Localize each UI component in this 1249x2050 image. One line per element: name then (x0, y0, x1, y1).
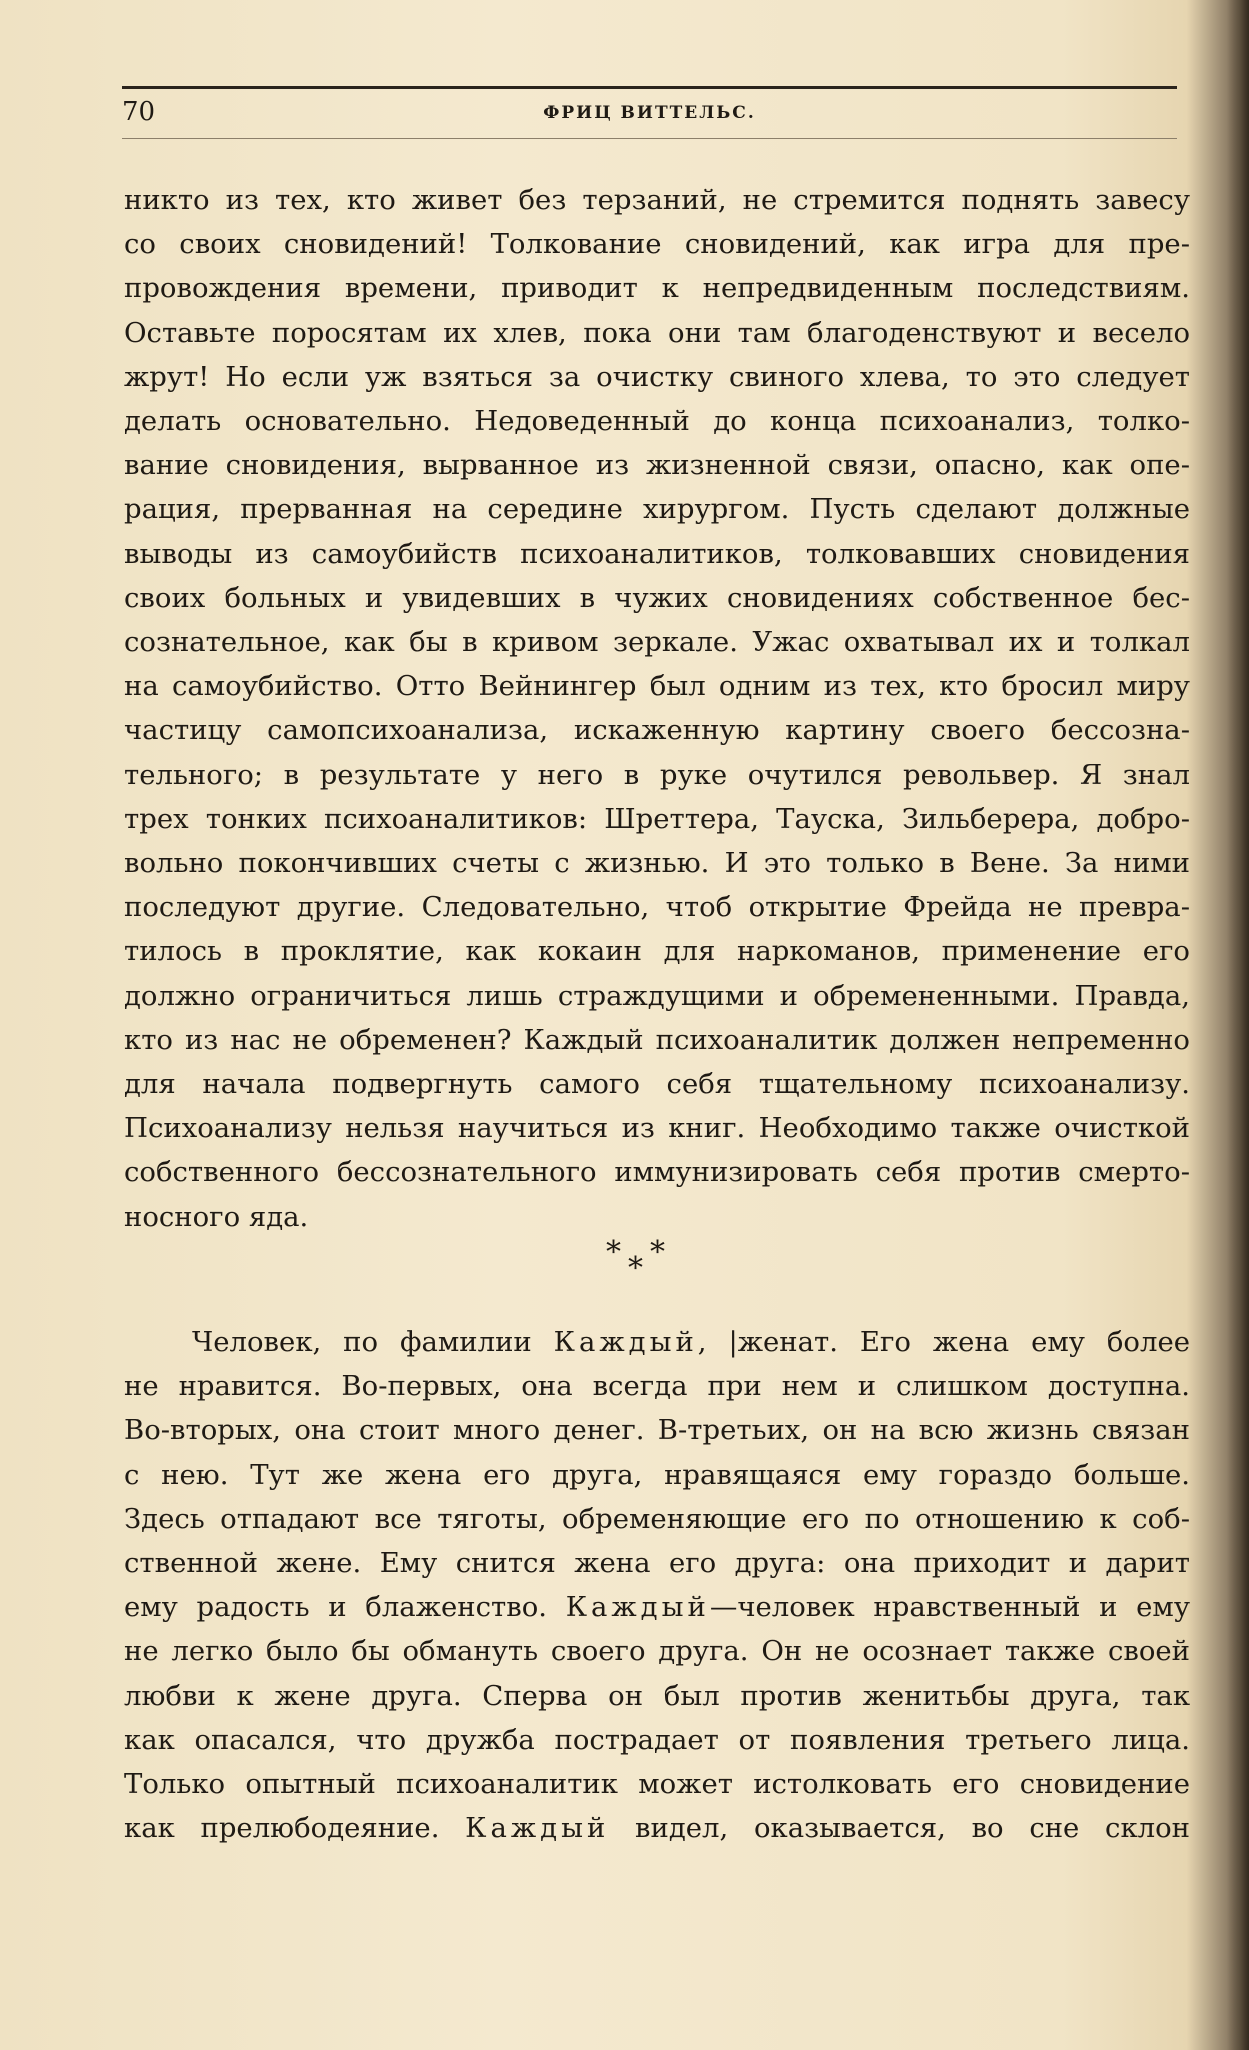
text-line: сознательное, как бы в кривом зеркале. Ужас охватывал их и толкал (124, 626, 1190, 659)
text-run: видел, оказывается, во сне склон (609, 1812, 1190, 1845)
text-line: Здесь отпадают все тяготы, обременяющие его по отношению к соб- (124, 1502, 1190, 1535)
spaced-name: Каждый (553, 1326, 698, 1358)
text-line: носного яда. (124, 1200, 309, 1233)
asterisk: * (650, 1235, 665, 1270)
text-line: вание сновидения, вырванное из жизненной связи, опасно, как опе- (124, 449, 1190, 482)
asterisk: * (606, 1235, 621, 1270)
text-line: на самоубийство. Отто Вейнингер был одним из тех, кто бросил миру (124, 670, 1190, 703)
text-line: частицу самопсихоанализа, искаженную картину своего бессозна- (124, 714, 1190, 747)
text-line: для начала подвергнуть самого себя тщательному психоанализу. (124, 1068, 1190, 1101)
text-line: рация, прерванная на середине хирургом. Пусть сделают должные (124, 493, 1190, 526)
text-line: любви к жене друга. Сперва он был против женитьбы друга, так (124, 1679, 1190, 1712)
text-line: со своих сновидений! Толкование сновидений, как игра для пре- (124, 228, 1190, 261)
text-line: делать основательно. Недоведенный до конца психоанализ, толко- (124, 405, 1190, 438)
text-line: тилось в проклятие, как кокаин для наркоманов, применение его (124, 935, 1190, 968)
page-number: 70 (122, 97, 156, 127)
text-line: своих больных и увидевших в чужих сновидениях собственное бес- (124, 581, 1190, 614)
header-rule-top (122, 86, 1177, 89)
paragraph-1 (124, 178, 1190, 1239)
text-line: с нею. Тут же жена его друга, нравящаяся ему гораздо больше. (124, 1458, 1190, 1491)
text-line: тельного; в результате у него в руке очутился револьвер. Я знал (124, 758, 1190, 791)
text-line: кто из нас не обременен? Каждый психоаналитик должен непременно (124, 1023, 1190, 1056)
text-line (124, 1585, 1190, 1629)
text-line: собственного бессознательного иммунизировать себя против смерто- (124, 1156, 1190, 1189)
text-run: ему радость и блаженство. (124, 1591, 566, 1624)
section-break-asterism (600, 1235, 680, 1298)
text-line: выводы из самоубийств психоаналитиков, толковавших сновидения (124, 537, 1190, 570)
text-run: , |женат. Его жена ему более (697, 1326, 1190, 1358)
text-line: Только опытный психоаналитик может истолковать его сновидение (124, 1768, 1190, 1801)
text-line: ственной жене. Ему снится жена его друга: она приходит и дарит (124, 1547, 1190, 1580)
text-line: как опасался, что дружба пострадает от появления третьего лица. (124, 1723, 1190, 1756)
running-head: ФРИЦ ВИТТЕЛЬС. (543, 103, 756, 123)
page-edge-shadow (1227, 0, 1249, 2050)
text-line: вольно покончивших счеты с жизнью. И это только в Вене. За ними (124, 847, 1190, 880)
text-line: Во-вторых, она стоит много денег. В-третьих, он на всю жизнь связан (124, 1414, 1190, 1447)
text-line: жрут! Но если уж взяться за очистку свиного хлева, то это следует (124, 360, 1190, 393)
text-line: не легко было бы обмануть своего друга. Он не осознает также своей (124, 1635, 1190, 1668)
text-line: трех тонких психоаналитиков: Шреттера, Тауска, Зильберера, добро- (124, 802, 1190, 835)
paragraph-2 (124, 1320, 1190, 1850)
header-rule-bottom (122, 138, 1177, 139)
text-line: никто из тех, кто живет без терзаний, не стремится поднять завесу (124, 184, 1190, 216)
text-line: Оставьте поросятам их хлев, пока они там благоденствуют и весело (124, 316, 1190, 349)
text-line: Психоанализу нельзя научиться из книг. Необходимо также очисткой (124, 1112, 1190, 1145)
text-line (124, 1806, 1190, 1850)
text-line (124, 1320, 1190, 1364)
text-run: —человек нравственный и ему (709, 1591, 1190, 1624)
text-line: провождения времени, приводит к непредвиденным последствиям. (124, 272, 1190, 305)
asterisk: * (628, 1251, 643, 1286)
spaced-name: Каждый (565, 1591, 710, 1624)
text-run: Человек, по фамилии (192, 1326, 554, 1358)
spaced-name: Каждый (465, 1812, 610, 1845)
text-line: должно ограничиться лишь страждущими и обремененными. Правда, (124, 979, 1190, 1012)
text-line: не нравится. Во-первых, она всегда при нем и слишком доступна. (124, 1370, 1190, 1403)
page-header (122, 92, 1177, 136)
text-line: последуют другие. Следовательно, чтоб открытие Фрейда не превра- (124, 891, 1190, 924)
text-run: как прелюбодеяние. (124, 1812, 466, 1845)
